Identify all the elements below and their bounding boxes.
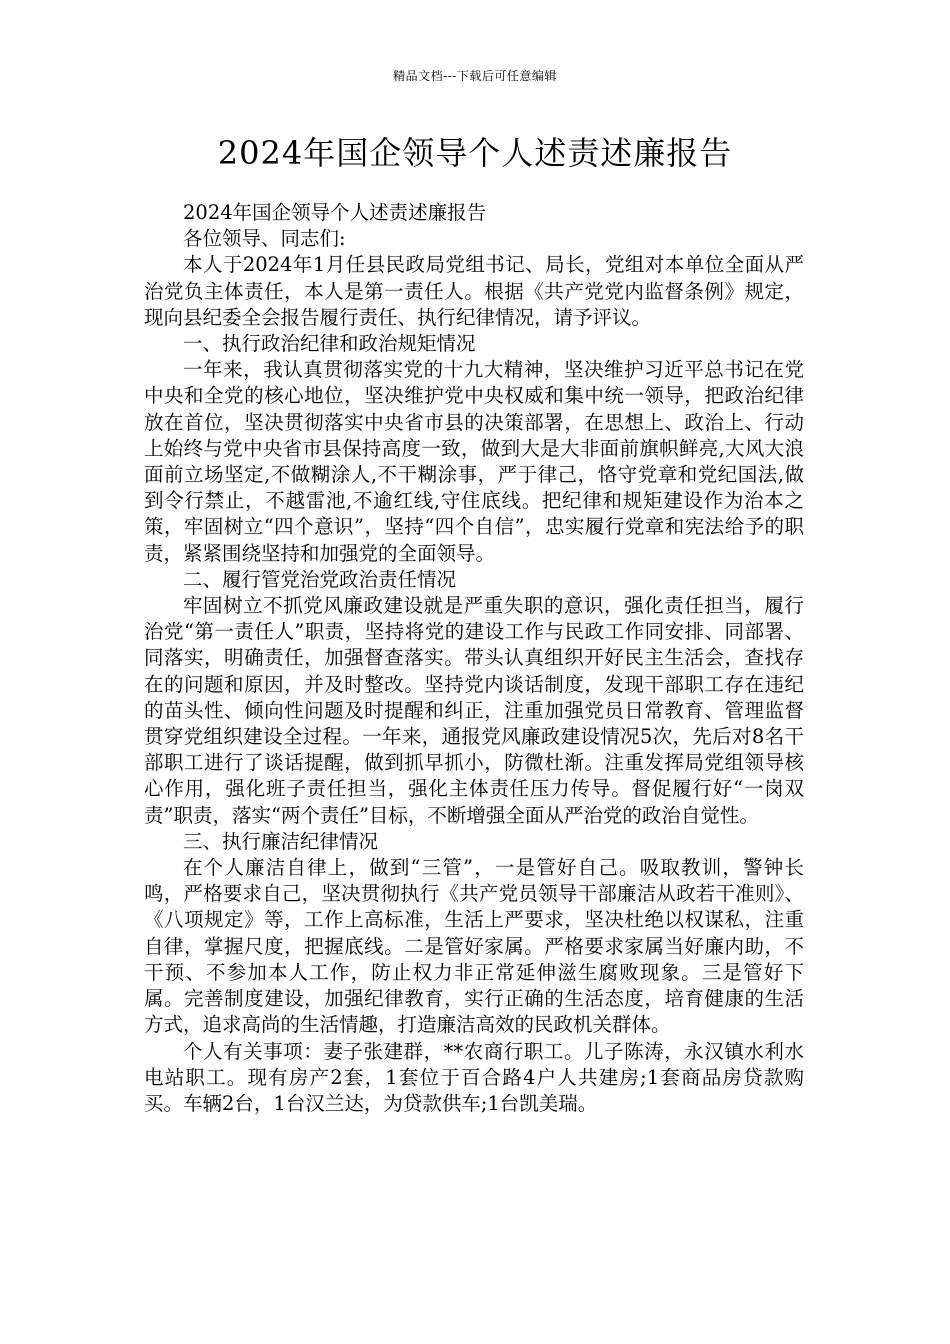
body-paragraph: 个人有关事项：妻子张建群，**农商行职工。儿子陈涛，永汉镇水利水电站职工。现有房产2套，1套位于百合路4户人共建房;1套商品房贷款购买。车辆2台，1台汉兰达，为贷款供车;1台凯美瑞。 [144, 1039, 804, 1115]
body-paragraph: 一年来，我认真贯彻落实党的十九大精神，坚决维护习近平总书记在党中央和全党的核心地位，坚决维护党中央权威和集中统一领导，把政治纪律放在首位，坚决贯彻落实中央省市县的决策部署，在思想上、政治上、行动上始终与党中央省市县保持高度一致，做到大是大非面前旗帜鲜亮,大风大浪面前立场坚定,不做糊涂人,不干糊涂事，严于律己，恪守党章和党纪国法,做到令行禁止，不越雷池,不逾红线,守住底线。把纪律和规矩建设作为治本之策，牢固树立“四个意识”，坚持“四个自信”，忠实履行党章和宪法给予的职责，紧紧围绕坚持和加强党的全面领导。 [144, 358, 804, 565]
section-heading: 一、执行政治纪律和政治规矩情况 [183, 332, 476, 356]
salutation: 各位领导、同志们: [183, 227, 346, 251]
document-body [144, 200, 804, 1117]
section-heading: 二、履行管党治党政治责任情况 [183, 567, 457, 591]
header-note: 精品文档---下载后可任意编辑 [393, 69, 557, 83]
body-paragraph: 在个人廉洁自律上，做到“三管”，一是管好自己。吸取教训，警钟长鸣，严格要求自己，坚决贯彻执行《共产党员领导干部廉洁从政若干准则》、《八项规定》等，工作上高标准，生活上严要求，坚决杜绝以权谋私，注重自律，掌握尺度，把握底线。二是管好家属。严格要求家属当好廉内助，不干预、不参加本人工作，防止权力非正常延伸滋生腐败现象。三是管好下属。完善制度建设，加强纪律教育，实行正确的生活态度，培育健康的生活方式，追求高尚的生活情趣，打造廉洁高效的民政机关群体。 [144, 856, 804, 1037]
body-paragraph: 本人于2024年1月任县民政局党组书记、局长，党组对本单位全面从严治党负主体责任，本人是第一责任人。根据《共产党党内监督条例》规定，现向县纪委全会报告履行责任、执行纪律情况，请予评议。 [144, 253, 804, 329]
section-heading: 三、执行廉洁纪律情况 [183, 829, 379, 853]
subtitle-paragraph: 2024年国企领导个人述责述廉报告 [183, 201, 487, 224]
body-paragraph: 牢固树立不抓党风廉政建设就是严重失职的意识，强化责任担当，履行治党“第一责任人”职责，坚持将党的建设工作与民政工作同安排、同部署、同落实，明确责任，加强督查落实。带头认真组织开好民主生活会，查找存在的问题和原因，并及时整改。坚持党内谈话制度，发现干部职工存在违纪的苗头性、倾向性问题及时提醒和纠正，注重加强党员日常教育、管理监督贯穿党组织建设全过程。一年来，通报党风廉政建设情况5次，先后对8名干部职工进行了谈话提醒，做到抓早抓小，防微杜渐。注重发挥局党组领导核心作用，强化班子责任担当，强化主体责任压力传导。督促履行好“一岗双责”职责，落实“两个责任”目标，不断增强全面从严治党的政治自觉性。 [144, 594, 804, 827]
document-title: 2024年国企领导个人述责述廉报告 [217, 134, 733, 172]
